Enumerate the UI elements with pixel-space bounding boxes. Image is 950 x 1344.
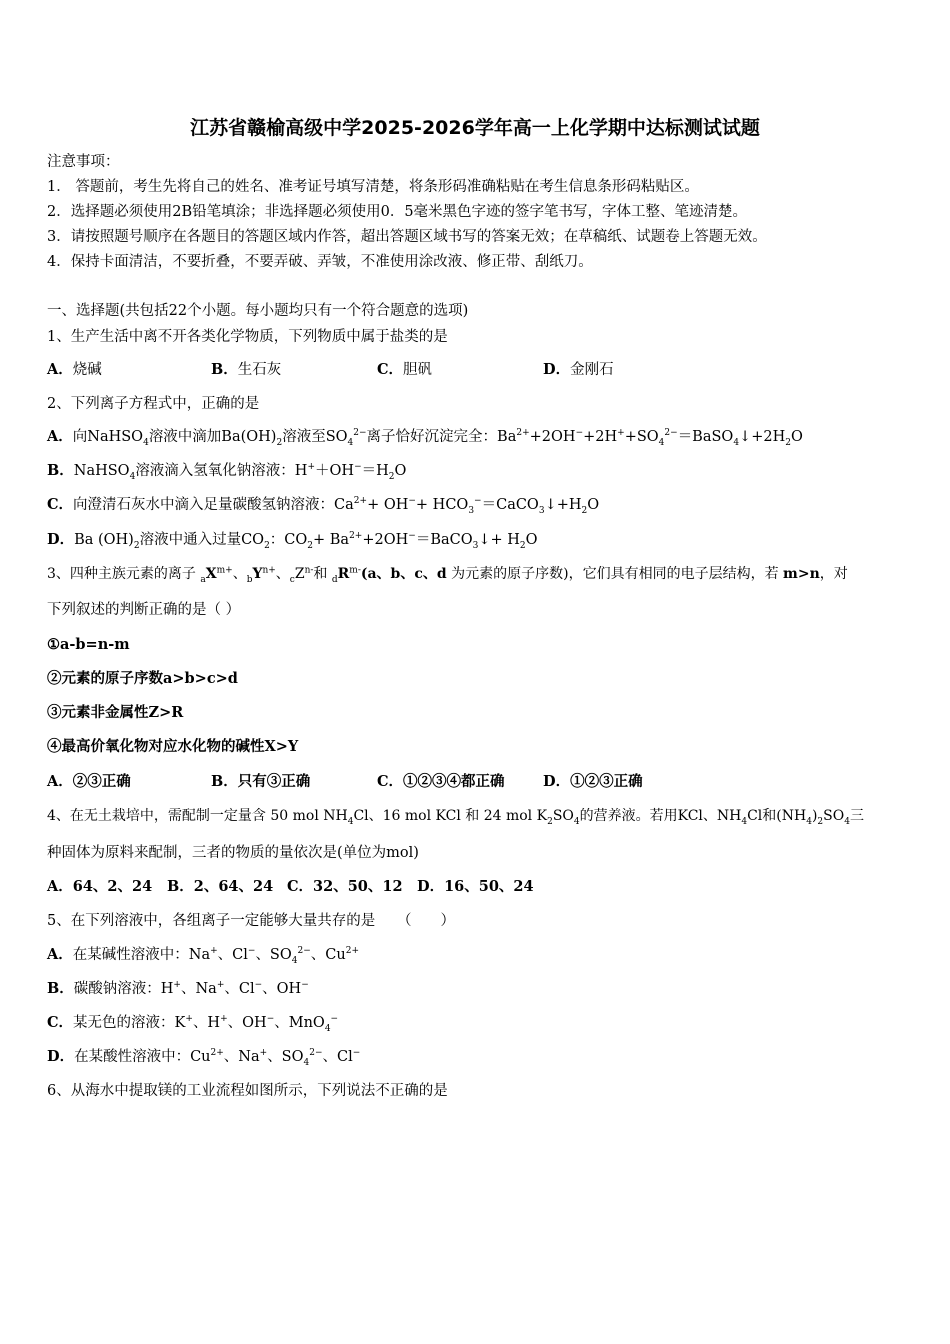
q3-statement-3: ③元素非金属性Z>R [47, 704, 184, 721]
section-heading: 一、选择题(共包括22个小题。每小题均只有一个符合题意的选项) [47, 303, 469, 319]
q1-option-b: B．生石灰 [211, 361, 282, 378]
q6-stem: 6、从海水中提取镁的工业流程如图所示，下列说法不正确的是 [47, 1083, 448, 1099]
notice-heading: 注意事项： [47, 154, 120, 170]
q3-stem-line2: 下列叙述的判断正确的是（ ） [47, 602, 241, 618]
q2-option-a: A．向NaHSO$_4$溶液中滴加$Ba(OH)_2$溶液至$SO_4^{2-}$离子恰好沉淀完全：$Ba^{2+}+2OH^-+2H^++SO_4^{2-}=BaSO_4↓+2H_2O$ [47, 428, 803, 448]
notice-item-1: 1． 答题前，考生先将自己的姓名、准考证号填写清楚，将条形码准确粘贴在考生信息条形码粘贴区。 [47, 179, 699, 195]
q3-statement-2: ②元素的原子序数a>b>c>d [47, 670, 238, 687]
q2-option-b: B．NaHSO$_4$溶液滴入氢氧化钠溶液：$H^++OH^-=H_2O$ [47, 462, 407, 482]
q5-option-d: D．在某酸性溶液中：$Cu^{2+}$、Na+、$SO_4^{2-}$、Cl− [47, 1048, 361, 1068]
page-title: 江苏省赣榆高级中学2025-2026学年高一上化学期中达标测试试题 [190, 117, 760, 139]
q2-stem: 2、下列离子方程式中，正确的是 [47, 396, 260, 412]
notice-item-4: 4．保持卡面清洁，不要折叠，不要弄破、弄皱，不准使用涂改液、修正带、刮纸刀。 [47, 254, 593, 270]
q2-option-d: D．Ba $(OH)_2$溶液中通入过量$CO_2$：$CO_2+$ $Ba^{2+}+2OH^-=BaCO_3↓+ H_2O$ [47, 531, 538, 551]
q3-stem: 3、四种主族元素的离子 $_aX^{m+}$、$_bY^{n+}$、$_cZ^{n-}$和 $_dR^{m-}(a$、b、c、d 为元素的原子序数)，它们具有相同的电子层结构，若 m>n，对 [47, 565, 848, 585]
q5-option-a: A．在某碱性溶液中：Na+、Cl−、$SO_4^{2-}$、$Cu^{2+}$ [47, 946, 359, 966]
q3-statement-4: ④最高价氧化物对应水化物的碱性X>Y [47, 738, 299, 755]
q3-option-b: B．只有③正确 [211, 773, 311, 790]
q3-options [47, 772, 643, 792]
q1-option-c: C．胆矾 [377, 361, 433, 378]
q4-option-a: A．64、2、24 [47, 878, 153, 895]
q1-option-a: A．烧碱 [47, 361, 102, 378]
q5-stem: 5、在下列溶液中，各组离子一定能够大量共存的是 （ ） [47, 913, 455, 929]
q3-option-a: A．②③正确 [47, 773, 131, 790]
q2-option-c: C．向澄清石灰水中滴入足量碳酸氢钠溶液：$Ca^{2+}+ OH^-+$ $HCO_3^-=CaCO_3↓+H_2O$ [47, 496, 600, 516]
q5-option-b: B．碳酸钠溶液：H+、Na+、Cl−、OH− [47, 980, 309, 997]
q1-options [47, 360, 614, 380]
notice-item-3: 3．请按照题号顺序在各题目的答题区域内作答，超出答题区域书写的答案无效；在草稿纸、试题卷上答题无效。 [47, 229, 767, 245]
q4-stem-line2: 种固体为原料来配制，三者的物质的量依次是(单位为mol) [47, 845, 419, 861]
q1-option-d: D．金刚石 [543, 361, 614, 378]
q5-option-c: C．某无色的溶液：K+、H+、OH−、MnO$_4$− [47, 1014, 339, 1034]
q4-option-b: B．2、64、24 [167, 878, 274, 895]
q4-options [47, 877, 534, 897]
q3-statement-1: ①a-b=n-m [47, 636, 130, 653]
notice-item-2: 2．选择题必须使用2B铅笔填涂；非选择题必须使用0．5毫米黑色字迹的签字笔书写，字体工整、笔迹清楚。 [47, 204, 748, 220]
q1-stem: 1、生产生活中离不开各类化学物质，下列物质中属于盐类的是 [47, 329, 448, 345]
q4-stem: 4、在无土栽培中，需配制一定量含 50 mol $NH_4Cl$、16 mol KCl 和 24 mol $K_2SO_4$的营养液。若用KCl、$NH_4Cl$和$(NH_4)_2SO_4$三 [47, 808, 864, 827]
q4-option-c: C．32、50、12 [287, 878, 403, 895]
q4-option-d: D．16、50、24 [417, 878, 534, 895]
q3-option-d: D．①②③正确 [543, 773, 643, 790]
q3-option-c: C．①②③④都正确 [377, 773, 505, 790]
